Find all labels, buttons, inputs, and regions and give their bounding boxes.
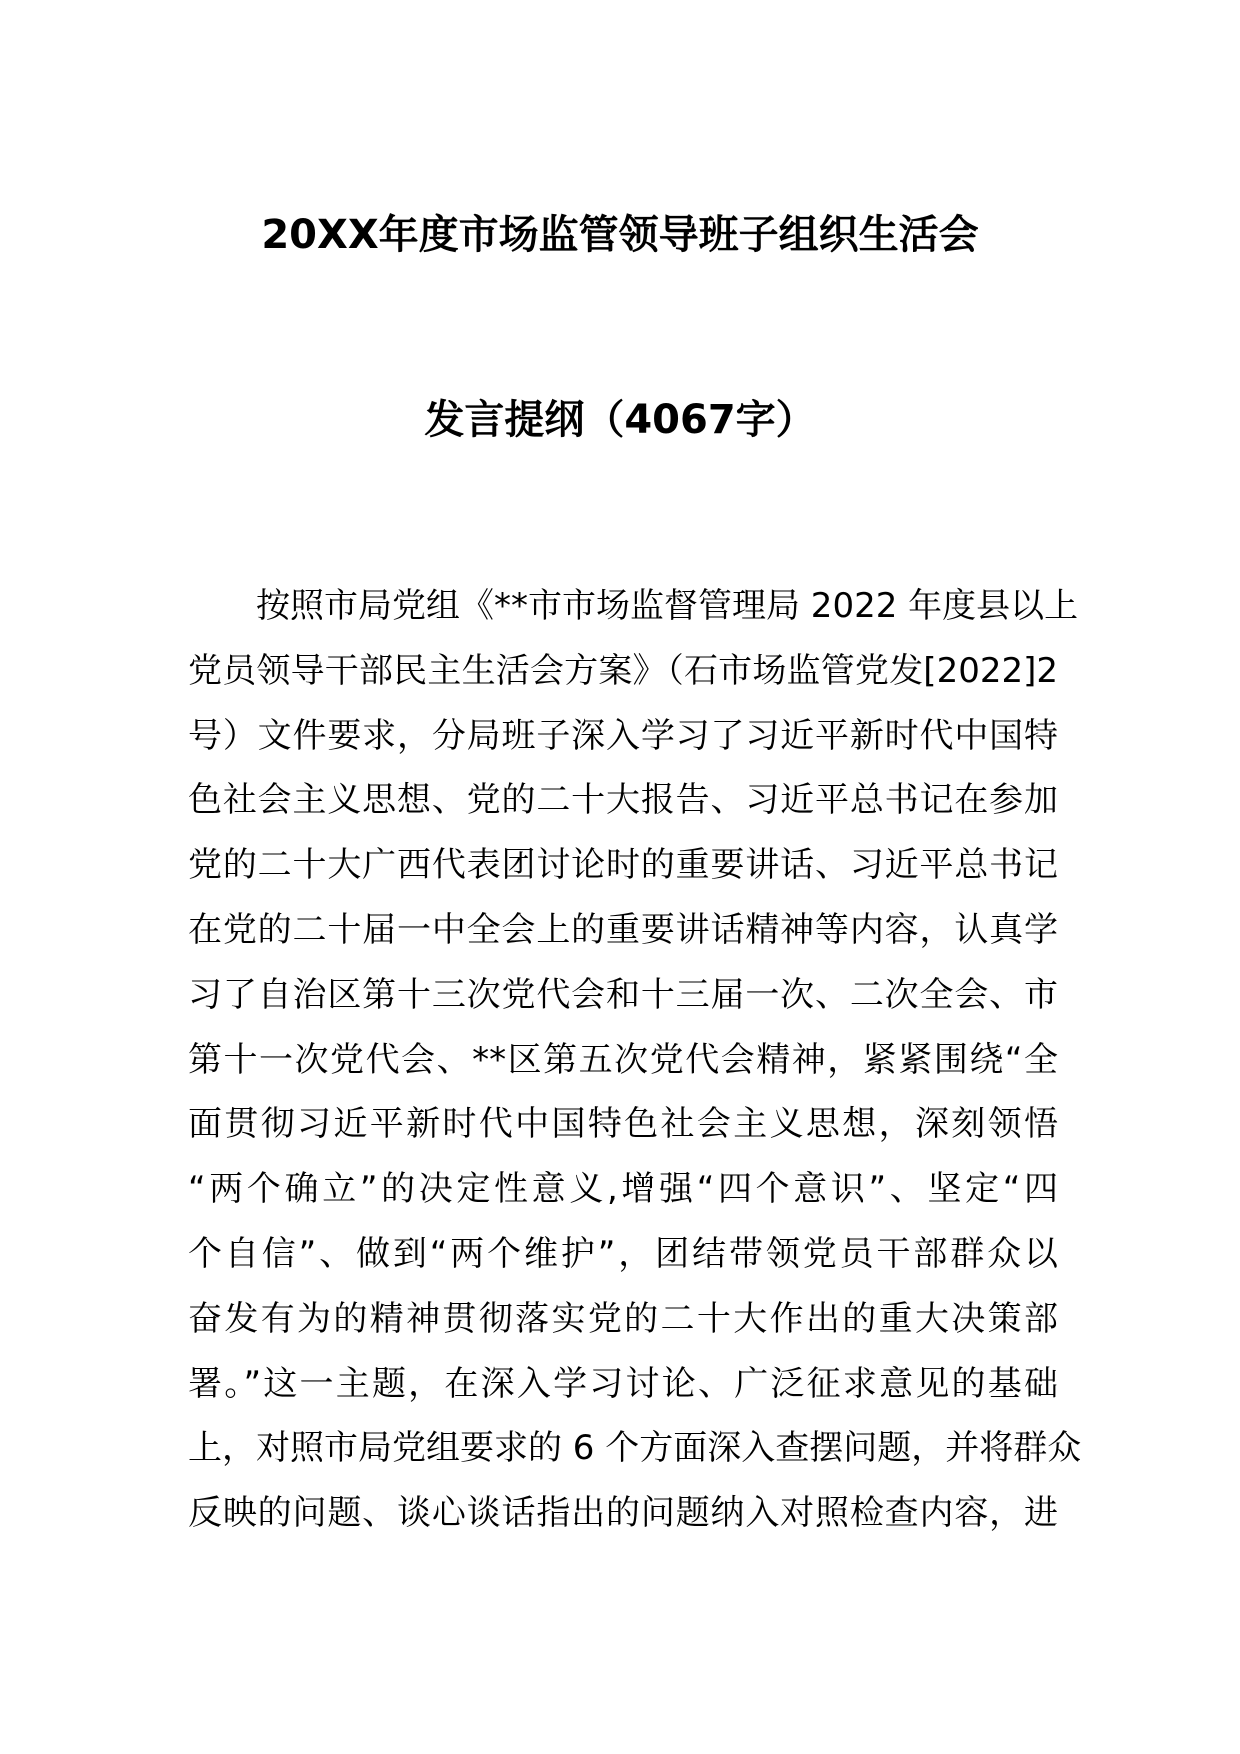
- paragraph-line: 署。”这一主题，在深入学习讨论、广泛征求意见的基础: [188, 1363, 1058, 1404]
- paragraph-line: “两个确立”的决定性意义,增强“四个意识”、坚定“四: [188, 1169, 1058, 1210]
- paragraph-line: 党的二十大广西代表团讨论时的重要讲话、习近平总书记: [188, 845, 1058, 886]
- paragraph-line: 按照市局党组《**市市场监督管理局 2022 年度县以上: [256, 586, 1079, 626]
- paragraph-line: 奋发有为的精神贯彻落实党的二十大作出的重大决策部: [188, 1298, 1058, 1339]
- paragraph-line: 第十一次党代会、**区第五次党代会精神，紧紧围绕“全: [188, 1039, 1058, 1080]
- document-title-line-1: 20XX年度市场监管领导班子组织生活会: [261, 212, 979, 258]
- paragraph-line: 面贯彻习近平新时代中国特色社会主义思想，深刻领悟: [188, 1104, 1058, 1145]
- paragraph-line: 在党的二十届一中全会上的重要讲话精神等内容，认真学: [188, 909, 1058, 950]
- paragraph-line: 上，对照市局党组要求的 6 个方面深入查摆问题，并将群众: [188, 1428, 1082, 1469]
- paragraph-line: 反映的问题、谈心谈话指出的问题纳入对照检查内容，进: [188, 1493, 1058, 1534]
- body-paragraph: [188, 574, 1082, 1546]
- document-title-line-2: 发言提纲（4067字）: [424, 397, 816, 443]
- paragraph-line: 习了自治区第十三次党代会和十三届一次、二次全会、市: [188, 974, 1058, 1015]
- paragraph-line: 个自信”、做到“两个维护”，团结带领党员干部群众以: [188, 1233, 1058, 1274]
- paragraph-line: 党员领导干部民主生活会方案》（石市场监管党发[2022]2: [188, 650, 1058, 691]
- paragraph-line: 色社会主义思想、党的二十大报告、习近平总书记在参加: [188, 780, 1058, 821]
- paragraph-line: 号）文件要求，分局班子深入学习了习近平新时代中国特: [188, 715, 1058, 756]
